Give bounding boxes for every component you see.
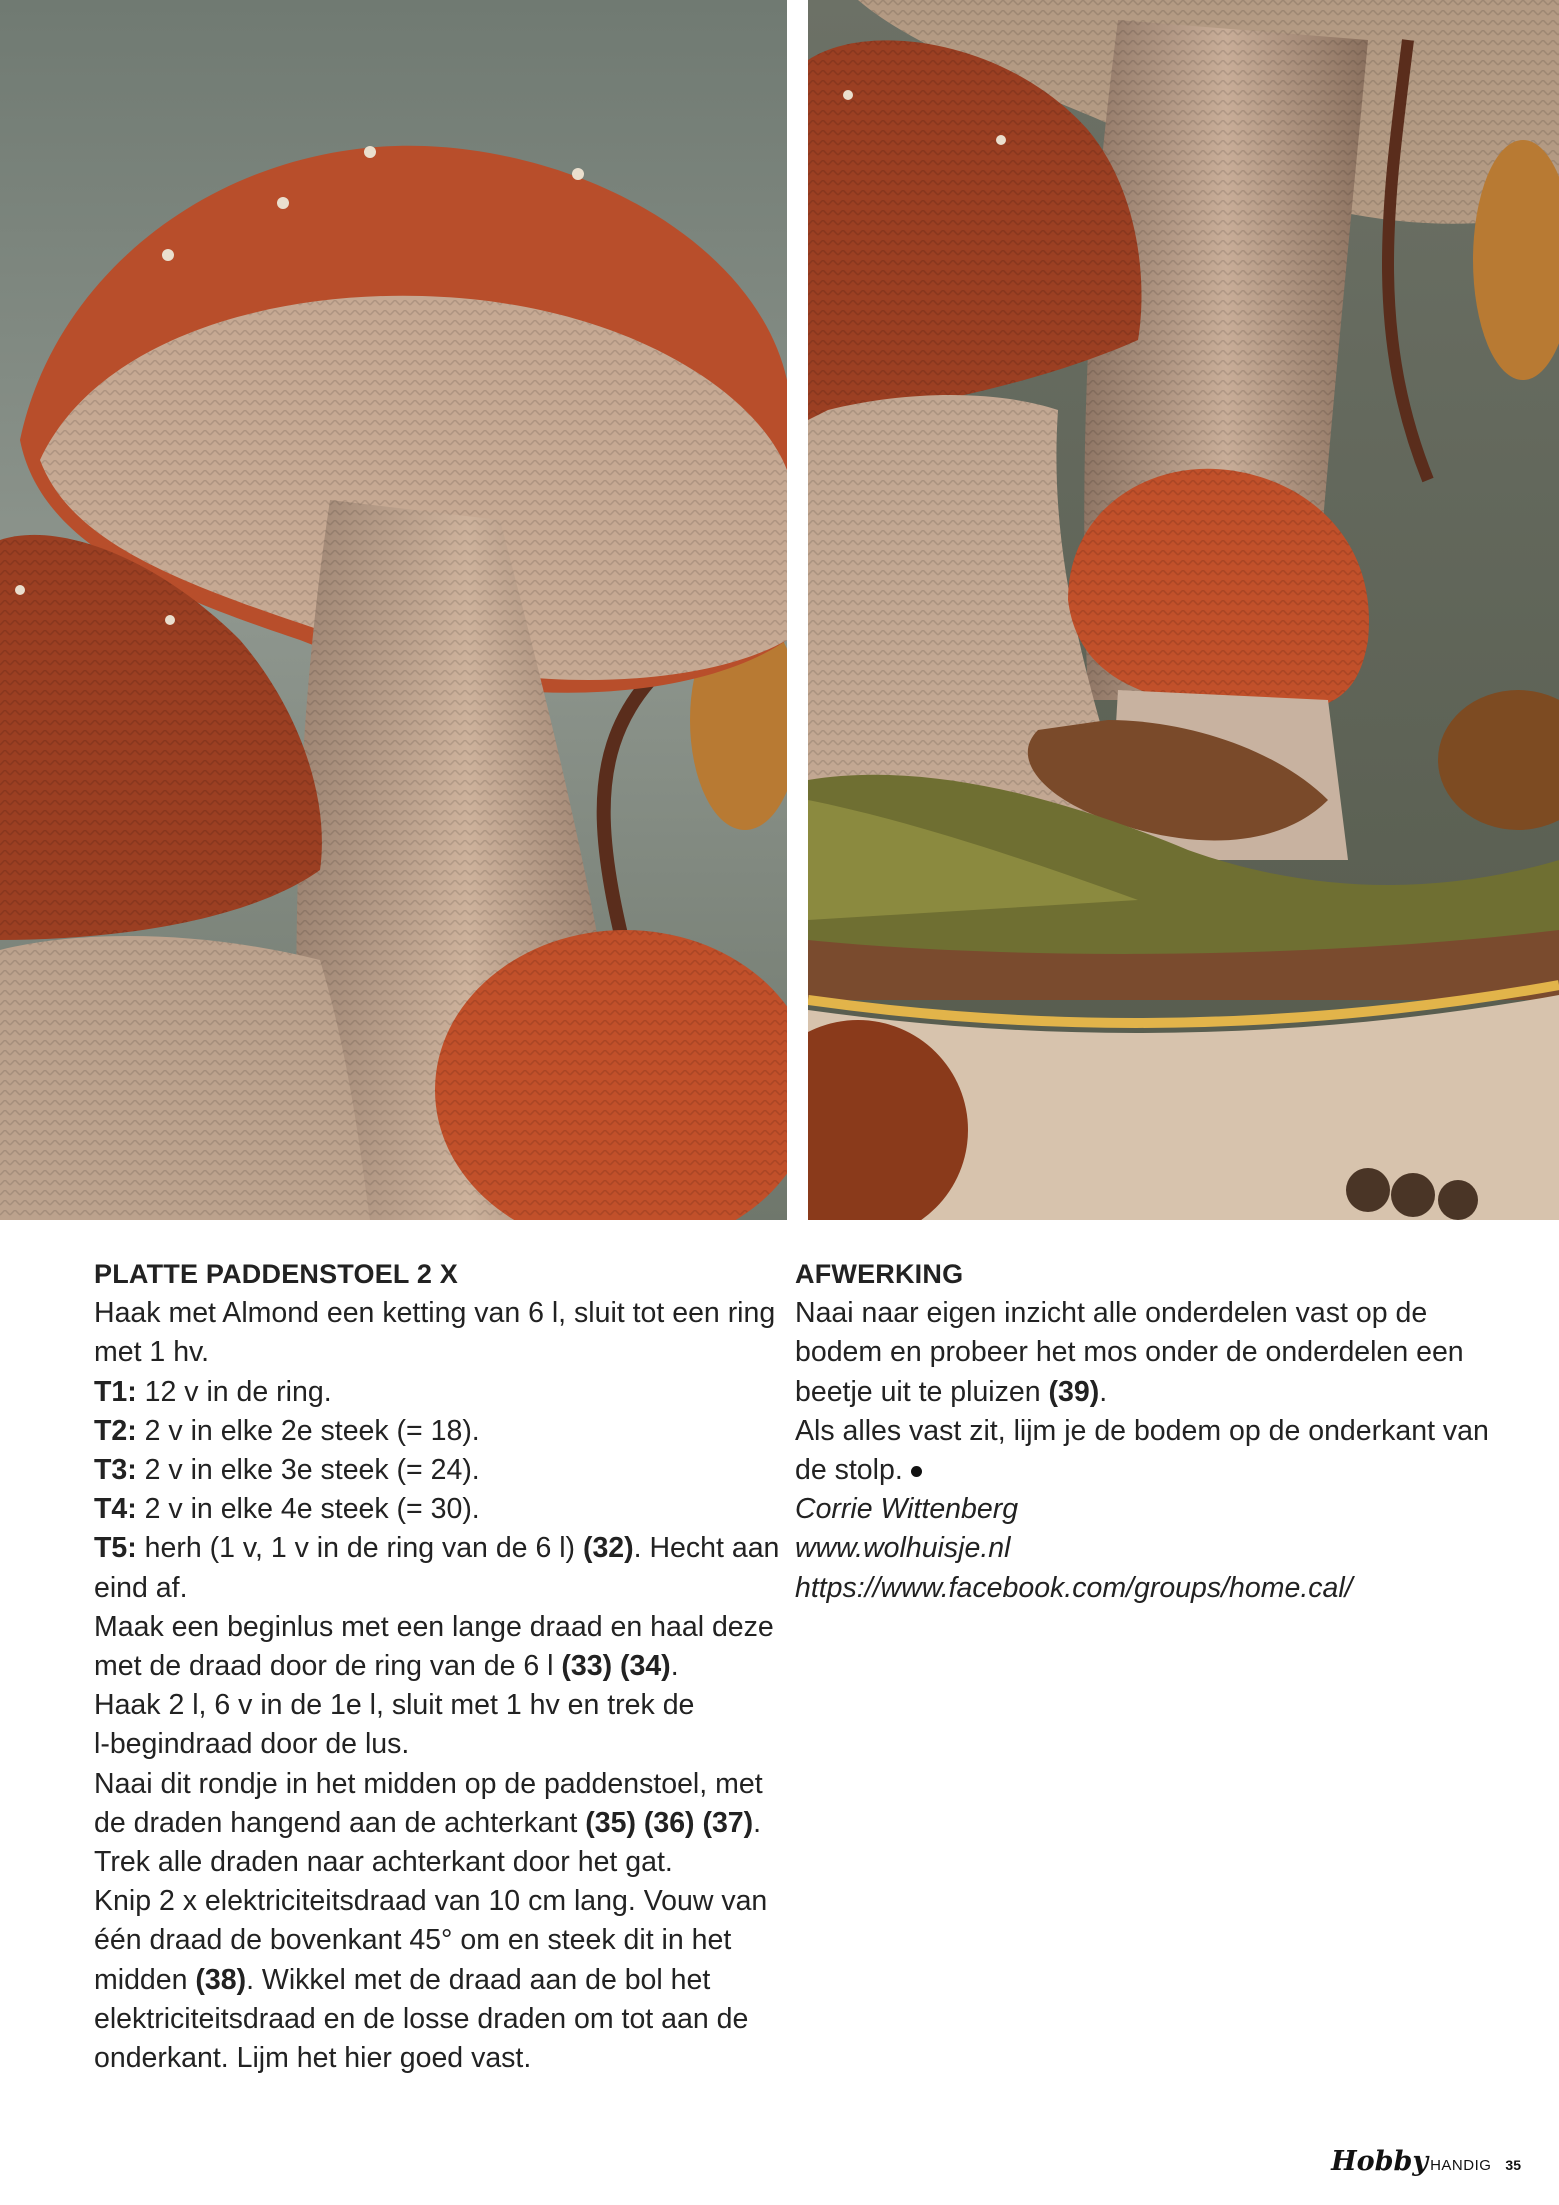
round-t2 <box>94 1412 764 1451</box>
round-t5-line-2: eind af. <box>94 1571 188 1604</box>
section-heading-afwerking: AFWERKING <box>795 1259 964 1289</box>
photo-ref: (32) <box>582 1532 634 1565</box>
instructions-column-right <box>795 1255 1489 1608</box>
round-t1 <box>94 1373 764 1412</box>
text: midden <box>94 1963 196 1996</box>
round-label: T2: <box>94 1414 137 1447</box>
magazine-logo-caps: HANDIG <box>1430 2157 1492 2174</box>
afwerking-line-1: Naai naar eigen inzicht alle onderdelen vast op de <box>795 1297 1428 1330</box>
round-label: T5: <box>94 1532 137 1565</box>
text: de draden hangend aan de achterkant <box>94 1806 586 1839</box>
round-text: 2 v in elke 2e steek (= 18). <box>136 1414 480 1447</box>
paragraph-beginlus-line-2 <box>94 1647 764 1686</box>
photo-mushrooms-right <box>808 0 1559 1220</box>
text-tail: . <box>753 1806 762 1839</box>
round-t3 <box>94 1451 764 1490</box>
round-text: herh (1 v, 1 v in de ring van de 6 l) <box>136 1532 583 1565</box>
round-text-tail: . Hecht aan <box>633 1532 780 1565</box>
photo-ref: (39) <box>1048 1375 1100 1408</box>
paragraph-knip-line-3 <box>94 1961 764 2000</box>
text-tail: . <box>670 1650 679 1683</box>
paragraph-haak-line-1: Haak 2 l, 6 v in de 1e l, sluit met 1 hv en trek de <box>94 1689 695 1722</box>
round-text: 2 v in elke 3e steek (= 24). <box>136 1454 480 1487</box>
paragraph-knip-line-1: Knip 2 x elektriciteitsdraad van 10 cm lang. Vouw van <box>94 1885 768 1918</box>
text: beetje uit te pluizen <box>795 1375 1049 1408</box>
afwerking-line-2: bodem en probeer het mos onder de onderdelen een <box>795 1336 1464 1369</box>
intro-line-2: met 1 hv. <box>94 1336 210 1369</box>
instructions-column-left <box>94 1255 780 2078</box>
paragraph-naai-line-1: Naai dit rondje in het midden op de paddenstoel, met <box>94 1767 763 1800</box>
website-link[interactable]: www.wolhuisje.nl <box>795 1532 1011 1565</box>
photo-mushrooms-left <box>0 0 787 1220</box>
section-heading-platte-paddenstoel: PLATTE PADDENSTOEL 2 X <box>94 1259 458 1289</box>
round-t4 <box>94 1490 764 1529</box>
mushroom-illustration-right <box>808 0 1559 1220</box>
round-label: T1: <box>94 1375 137 1408</box>
text-tail: . Wikkel met de draad aan de bol het <box>246 1963 711 1996</box>
paragraph-knip-line-5: onderkant. Lijm het hier goed vast. <box>94 2042 532 2075</box>
paragraph-trek: Trek alle draden naar achterkant door het gat. <box>94 1846 673 1879</box>
facebook-link[interactable]: https://www.facebook.com/groups/home.cal/ <box>795 1571 1353 1604</box>
round-text: 12 v in de ring. <box>136 1375 332 1408</box>
photo-ref: (38) <box>195 1963 247 1996</box>
mushroom-illustration-left <box>0 0 787 1220</box>
author-name: Corrie Wittenberg <box>795 1493 1019 1526</box>
round-t5 <box>94 1529 780 1568</box>
round-text: 2 v in elke 4e steek (= 30). <box>136 1493 480 1526</box>
paragraph-knip-line-4: elektriciteitsdraad en de losse draden om tot aan de <box>94 2002 749 2035</box>
paragraph-knip-line-2: één draad de bovenkant 45° om en steek dit in het <box>94 1924 732 1957</box>
text: de stolp. <box>795 1454 903 1487</box>
afwerking-line-3 <box>795 1373 1475 1412</box>
page-number: 35 <box>1505 2157 1521 2173</box>
text-tail: . <box>1099 1375 1108 1408</box>
page-footer <box>1331 2146 1521 2177</box>
paragraph-haak-line-2: l-begindraad door de lus. <box>94 1728 410 1761</box>
paragraph-beginlus-line-1: Maak een beginlus met een lange draad en haal deze <box>94 1610 774 1643</box>
end-bullet-icon <box>911 1466 922 1477</box>
paragraph-naai-line-2 <box>94 1804 764 1843</box>
text: met de draad door de ring van de 6 l <box>94 1650 562 1683</box>
intro-line-1: Haak met Almond een ketting van 6 l, sluit tot een ring <box>94 1297 776 1330</box>
round-label: T3: <box>94 1454 137 1487</box>
photo-ref: (35) (36) (37) <box>585 1806 754 1839</box>
afwerking-line-4: Als alles vast zit, lijm je de bodem op de onderkant van <box>795 1414 1489 1447</box>
photo-ref: (33) (34) <box>561 1650 671 1683</box>
magazine-logo: Hobby <box>1331 2146 1429 2177</box>
afwerking-line-5 <box>795 1451 1475 1490</box>
round-label: T4: <box>94 1493 137 1526</box>
